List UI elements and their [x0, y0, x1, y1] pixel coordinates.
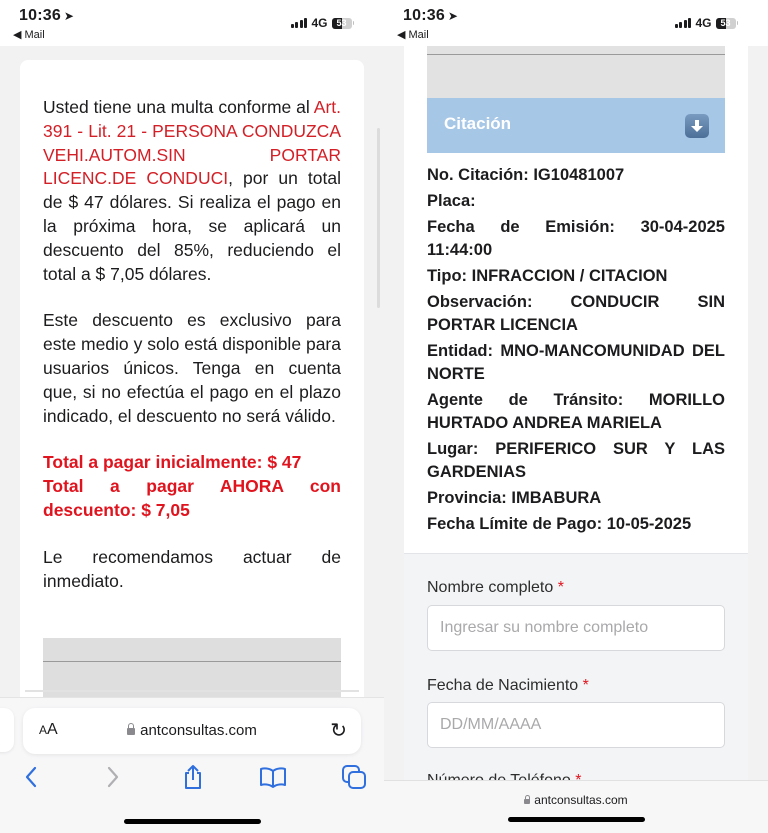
detail-entity: Entidad: MNO-MANCOMUNIDAD DEL NORTE [427, 342, 725, 383]
share-button[interactable] [180, 762, 206, 792]
chevron-left-icon [24, 766, 38, 788]
cellular-signal-icon [675, 18, 692, 28]
bookmarks-button[interactable] [258, 762, 288, 792]
tabs-icon [341, 764, 367, 790]
status-bar [0, 0, 384, 46]
totals-block [43, 451, 341, 522]
total-discounted: Total a pagar AHORA con descuento: $ 7,05 [43, 476, 341, 520]
url-display[interactable]: antconsultas.com [23, 722, 361, 739]
lock-icon [524, 799, 530, 804]
status-indicators [291, 16, 354, 30]
citacion-header[interactable] [427, 98, 725, 153]
status-time: 10:36 ➤ [403, 7, 459, 24]
tabs-button[interactable] [340, 762, 368, 792]
detail-citation-number: No. Citación: IG10481007 [427, 166, 625, 184]
discount-paragraph: Este descuento es exclusivo para este medio y solo está disponible para usuarios únicos. Tenga en cuenta que, si no efectúa el pago en el plazo indicado, el descuento no será válido. [43, 310, 341, 426]
dob-label: Fecha de Nacimiento * [427, 677, 589, 694]
detail-issue-date: Fecha de Emisión: 30-04-2025 11:44:00 [427, 218, 725, 259]
detail-province: Provincia: IMBABURA [427, 489, 602, 507]
detail-place: Lugar: PERIFERICO SUR Y LAS GARDENIAS [427, 440, 725, 481]
address-bar[interactable] [23, 708, 361, 754]
gray-placeholder-block [427, 46, 725, 98]
safari-toolbar [0, 762, 384, 794]
network-type: 4G [311, 16, 328, 30]
lock-icon [127, 728, 135, 735]
divider [25, 690, 359, 692]
cellular-signal-icon [291, 18, 308, 28]
citation-details [427, 164, 725, 539]
reload-icon[interactable]: ↻ [330, 720, 347, 742]
fine-paragraph: Usted tiene una multa conforme al Art. 391 - Lit. 21 - PERSONA CONDUZCA VEHI.AUTOM.SIN PORTAR LICENC.DE CONDUCI, por un total de $ 47 dólares. Si realiza el pago en la próxima hora, se aplicará un descuento del 85%, reduciendo el total a $ 7,05 dólares. [43, 97, 341, 284]
status-bar [384, 0, 768, 46]
book-icon [259, 766, 287, 788]
network-type: 4G [695, 16, 712, 30]
status-indicators [675, 16, 738, 30]
previous-tab-stub[interactable] [0, 708, 14, 752]
url-display[interactable]: antconsultas.com [384, 793, 768, 807]
violation-text: Art. 391 - Lit. 21 - PERSONA CONDUZCA VEHI.AUTOM.SIN PORTAR LICENC.DE CONDUCI [43, 97, 341, 189]
safari-compact-bar[interactable] [384, 780, 768, 833]
back-to-mail[interactable]: ◀ Mail [13, 29, 45, 41]
battery-icon: 53 [716, 18, 739, 29]
detail-agent: Agente de Tránsito: MORILLO HURTADO ANDREA MARIELA [427, 391, 725, 432]
full-name-input[interactable] [427, 605, 725, 651]
detail-type: Tipo: INFRACCION / CITACION [427, 267, 668, 285]
total-initial: Total a pagar inicialmente: $ 47 [43, 452, 302, 473]
back-to-mail[interactable]: ◀ Mail [397, 29, 429, 41]
birthdate-input[interactable] [427, 702, 725, 748]
scroll-indicator[interactable] [377, 128, 380, 308]
safari-bottom-bar [0, 697, 384, 833]
back-button[interactable] [18, 762, 44, 792]
detail-due-date: Fecha Límite de Pago: 10-05-2025 [427, 515, 692, 533]
status-time: 10:36 ➤ [19, 7, 75, 24]
name-label: Nombre completo * [427, 579, 564, 596]
battery-icon: 53 [332, 18, 355, 29]
detail-plate: Placa: [427, 192, 476, 210]
recommendation-paragraph: Le recomendamos actuar de inmediato. [43, 546, 341, 591]
location-arrow-icon: ➤ [447, 9, 459, 23]
share-icon [182, 764, 204, 790]
location-arrow-icon: ➤ [63, 9, 75, 23]
down-arrow-icon [690, 119, 704, 133]
download-button[interactable] [685, 114, 709, 138]
home-indicator [124, 819, 261, 824]
text-size-button[interactable]: AA [39, 721, 58, 738]
citacion-title: Citación [444, 114, 512, 133]
home-indicator [508, 817, 645, 822]
fine-notice-card [20, 60, 364, 720]
right-screenshot [384, 0, 768, 833]
chevron-right-icon [106, 766, 120, 788]
forward-button[interactable] [100, 762, 126, 792]
detail-observation: Observación: CONDUCIR SIN PORTAR LICENCIA [427, 293, 725, 334]
